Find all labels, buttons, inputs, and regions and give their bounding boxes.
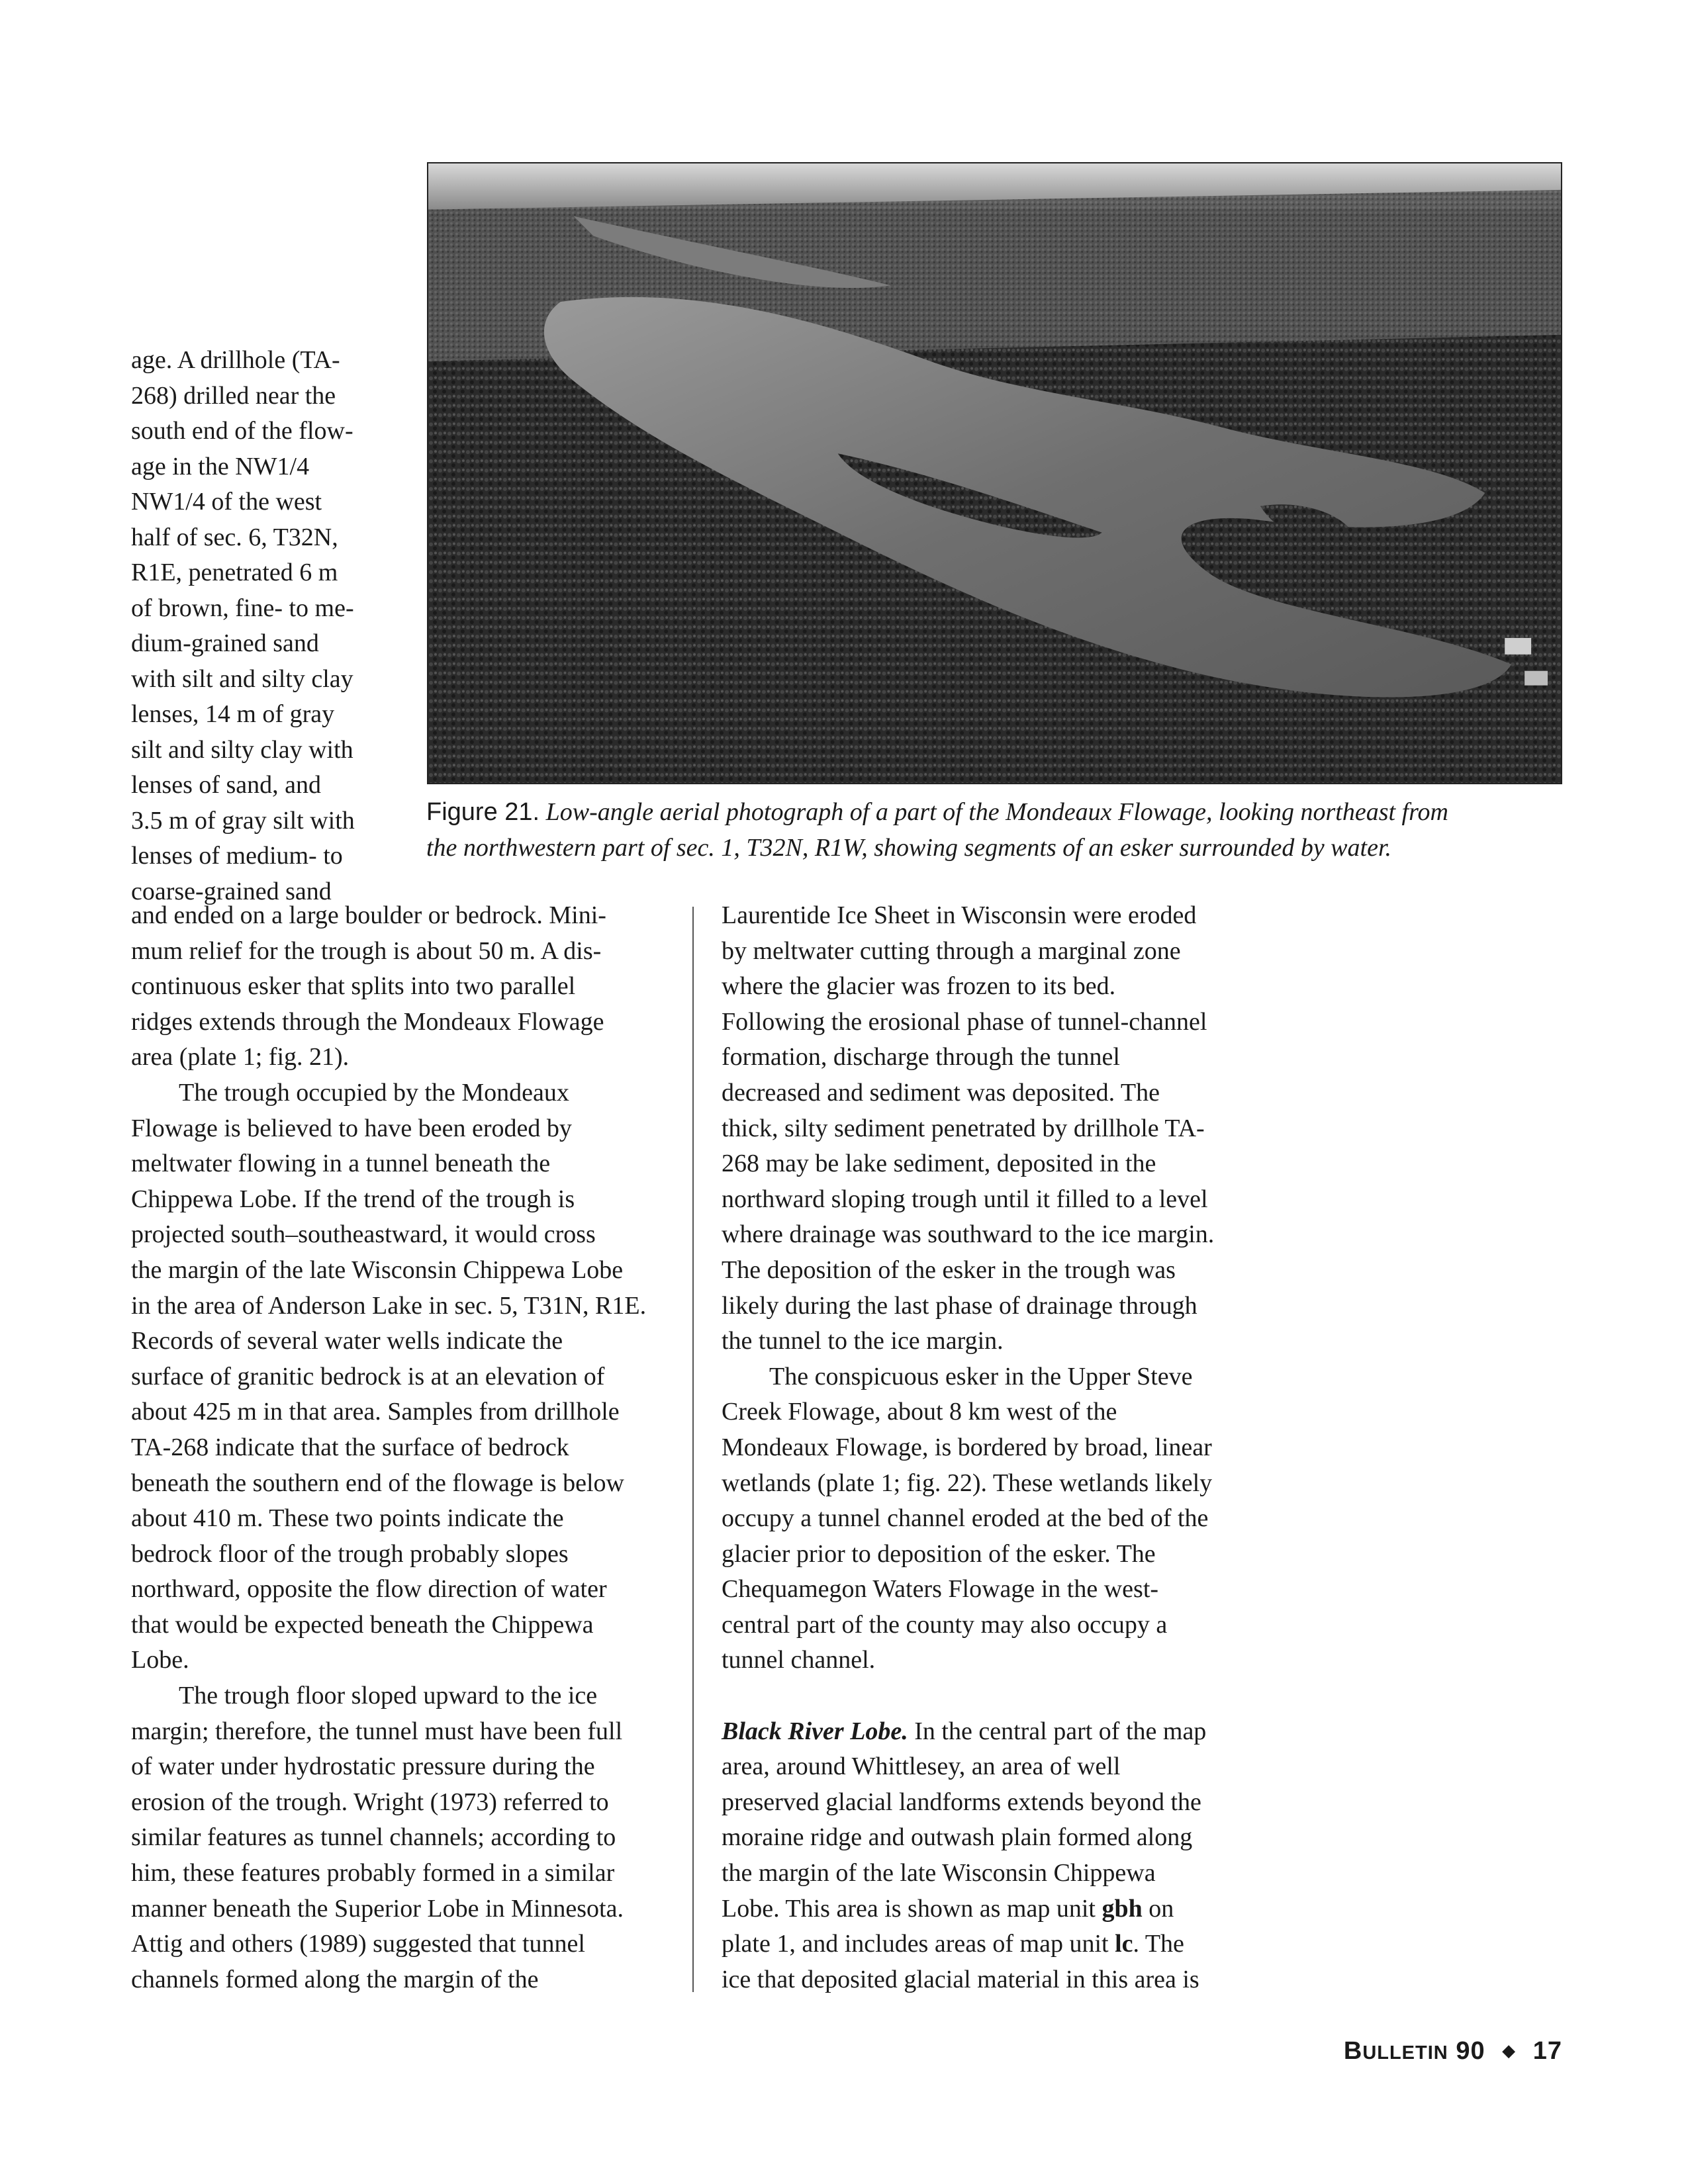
left-column bbox=[131, 898, 700, 1997]
text-line: about 425 m in that area. Samples from drillhole bbox=[131, 1398, 620, 1426]
wrap-line: south end of the flow- bbox=[131, 417, 353, 445]
caption-line bbox=[426, 794, 1565, 830]
text-line: Following the erosional phase of tunnel-channel bbox=[722, 1007, 1207, 1036]
wrap-line: with silt and silty clay bbox=[131, 664, 353, 693]
text-line: by meltwater cutting through a marginal zone bbox=[722, 936, 1181, 965]
text-line: channels formed along the margin of the bbox=[131, 1965, 539, 1993]
wrap-line: NW1/4 of the west bbox=[131, 488, 322, 516]
text-fragment: plate 1, and includes areas of map unit bbox=[722, 1930, 1115, 1958]
text-line: him, these features probably formed in a similar bbox=[131, 1859, 615, 1888]
text-line: erosion of the trough. Wright (1973) referred to bbox=[131, 1788, 609, 1816]
wrap-line: lenses of medium- to bbox=[131, 842, 343, 870]
text-line: beneath the southern end of the flowage is below bbox=[131, 1469, 624, 1497]
text-line: area, around Whittlesey, an area of well bbox=[722, 1752, 1121, 1781]
right-column bbox=[722, 898, 1291, 1997]
page-footer bbox=[1344, 2037, 1562, 2066]
text-line: surface of granitic bedrock is at an elevation of bbox=[131, 1362, 605, 1390]
text-fragment: on bbox=[1142, 1894, 1174, 1923]
text-line: Chequamegon Waters Flowage in the west- bbox=[722, 1575, 1159, 1604]
text-line: Laurentide Ice Sheet in Wisconsin were eroded bbox=[722, 901, 1197, 929]
text-line: TA-268 indicate that the surface of bedrock bbox=[131, 1433, 569, 1461]
text-line: ridges extends through the Mondeaux Flowage bbox=[131, 1007, 604, 1036]
wrap-line: age in the NW1/4 bbox=[131, 452, 310, 480]
bulletin-number: 90 bbox=[1456, 2037, 1485, 2065]
wrap-line: 3.5 m of gray silt with bbox=[131, 806, 355, 835]
text-line bbox=[722, 1891, 1291, 1927]
text-line: where the glacier was frozen to its bed. bbox=[722, 972, 1116, 1001]
text-line: Chippewa Lobe. If the trend of the trough is bbox=[131, 1185, 575, 1213]
aerial-photograph bbox=[427, 162, 1562, 784]
text-line: The deposition of the esker in the trough was bbox=[722, 1255, 1176, 1284]
text-line: formation, discharge through the tunnel bbox=[722, 1043, 1120, 1071]
text-line: where drainage was southward to the ice margin. bbox=[722, 1220, 1215, 1249]
wrap-line: half of sec. 6, T32N, bbox=[131, 523, 338, 551]
wrap-line: R1E, penetrated 6 m bbox=[131, 559, 338, 586]
text-line: central part of the county may also occupy a bbox=[722, 1610, 1168, 1639]
text-line: mum relief for the trough is about 50 m. A dis- bbox=[131, 936, 602, 965]
text-line: the margin of the late Wisconsin Chippewa bbox=[722, 1859, 1156, 1888]
caption-text: Low-angle aerial photograph of a part of the Mondeaux Flowage, looking northeast from bbox=[545, 798, 1448, 826]
section-heading: Black River Lobe. bbox=[722, 1717, 908, 1745]
building bbox=[1524, 671, 1548, 686]
text-line: Mondeaux Flowage, is bordered by broad, linear bbox=[722, 1433, 1212, 1461]
wrap-line: coarse-grained sand bbox=[131, 877, 332, 905]
bulletin-initial: B bbox=[1343, 2037, 1363, 2065]
text-line: of water under hydrostatic pressure during the bbox=[131, 1752, 595, 1781]
map-unit-label: gbh bbox=[1102, 1894, 1143, 1923]
text-line: area (plate 1; fig. 21). bbox=[131, 1043, 350, 1071]
text-line: northward, opposite the flow direction of water bbox=[131, 1575, 607, 1604]
text-line: moraine ridge and outwash plain formed along bbox=[722, 1823, 1193, 1852]
wrap-line: silt and silty clay with bbox=[131, 735, 353, 764]
text-line: meltwater flowing in a tunnel beneath the bbox=[131, 1150, 551, 1178]
text-line: margin; therefore, the tunnel must have been full bbox=[131, 1717, 623, 1745]
text-line: in the area of Anderson Lake in sec. 5, T31N, R1E. bbox=[131, 1291, 647, 1320]
text-line: the tunnel to the ice margin. bbox=[722, 1327, 1004, 1355]
text-fragment: Lobe. This area is shown as map unit bbox=[722, 1894, 1102, 1923]
building bbox=[1505, 638, 1531, 655]
text-line: 268 may be lake sediment, deposited in the bbox=[722, 1150, 1156, 1178]
wrap-line: of brown, fine- to me- bbox=[131, 594, 354, 622]
text-line: preserved glacial landforms extends beyond the bbox=[722, 1788, 1201, 1816]
section-heading-line bbox=[722, 1714, 1291, 1750]
text-line: Lobe. bbox=[131, 1646, 189, 1674]
text-line: manner beneath the Superior Lobe in Minnesota. bbox=[131, 1894, 624, 1923]
text-line: continuous esker that splits into two parallel bbox=[131, 972, 576, 1001]
text-line: Flowage is believed to have been eroded by bbox=[131, 1114, 572, 1142]
text-line: Creek Flowage, about 8 km west of the bbox=[722, 1398, 1117, 1426]
blank-line bbox=[722, 1678, 1291, 1714]
text-line: decreased and sediment was deposited. The bbox=[722, 1078, 1160, 1107]
text-line: The conspicuous esker in the Upper Steve bbox=[769, 1362, 1193, 1390]
text-line: that would be expected beneath the Chippewa bbox=[131, 1610, 594, 1639]
column-divider bbox=[692, 907, 694, 1992]
map-unit-label: lc bbox=[1115, 1930, 1133, 1958]
text-fragment: In the central part of the map bbox=[908, 1717, 1207, 1745]
text-line: likely during the last phase of drainage through bbox=[722, 1291, 1197, 1320]
text-line: ice that deposited glacial material in this area is bbox=[722, 1965, 1199, 1993]
text-line: wetlands (plate 1; fig. 22). These wetlands likely bbox=[722, 1469, 1213, 1497]
wrap-line: lenses of sand, and bbox=[131, 771, 322, 799]
photo-illustration bbox=[428, 163, 1561, 783]
text-line: the margin of the late Wisconsin Chippewa Lobe bbox=[131, 1255, 624, 1284]
text-line: glacier prior to deposition of the esker. The bbox=[722, 1539, 1156, 1568]
text-line: occupy a tunnel channel eroded at the bed of the bbox=[722, 1504, 1209, 1533]
text-line: bedrock floor of the trough probably slopes bbox=[131, 1539, 569, 1568]
text-line: The trough floor sloped upward to the ice bbox=[179, 1682, 598, 1710]
wrap-line: lenses, 14 m of gray bbox=[131, 700, 335, 728]
wrap-text-column bbox=[131, 343, 383, 909]
text-line: northward sloping trough until it filled to a level bbox=[722, 1185, 1208, 1213]
wrap-line: 268) drilled near the bbox=[131, 381, 336, 410]
text-fragment: . The bbox=[1133, 1930, 1184, 1958]
figure-caption bbox=[426, 794, 1565, 866]
text-line: The trough occupied by the Mondeaux bbox=[179, 1078, 569, 1107]
figure-label: Figure 21. bbox=[426, 798, 540, 826]
text-line: projected south–southeastward, it would cross bbox=[131, 1220, 596, 1249]
text-line: about 410 m. These two points indicate the bbox=[131, 1504, 564, 1533]
page-number: 17 bbox=[1532, 2037, 1562, 2065]
bulletin-rest: ULLETIN bbox=[1362, 2042, 1448, 2064]
text-line: Attig and others (1989) suggested that tunnel bbox=[131, 1930, 585, 1958]
text-line bbox=[722, 1927, 1291, 1962]
wrap-line: age. A drillhole (TA- bbox=[131, 346, 340, 374]
wrap-line: dium-grained sand bbox=[131, 629, 319, 657]
text-line: thick, silty sediment penetrated by drillhole TA- bbox=[722, 1114, 1205, 1142]
text-line: tunnel channel. bbox=[722, 1646, 876, 1674]
text-line: similar features as tunnel channels; according to bbox=[131, 1823, 616, 1852]
text-line: and ended on a large boulder or bedrock. Mini- bbox=[131, 901, 606, 929]
diamond-icon: ◆ bbox=[1502, 2040, 1517, 2060]
caption-text: the northwestern part of sec. 1, T32N, R1W, showing segments of an esker surrounded by water. bbox=[426, 834, 1392, 862]
text-line: Records of several water wells indicate the bbox=[131, 1327, 563, 1355]
